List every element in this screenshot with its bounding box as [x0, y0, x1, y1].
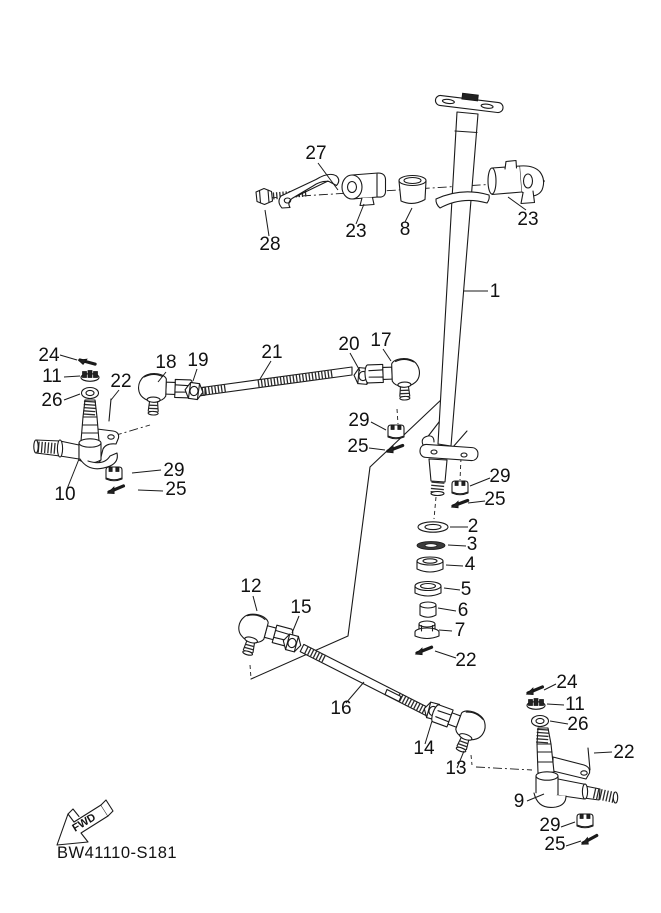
callout-25-a: 25	[347, 436, 369, 457]
leader-6	[438, 608, 456, 611]
washer-26-right	[532, 716, 549, 727]
cotter-pin-24-left	[78, 355, 96, 369]
callout-26-left: 26	[41, 390, 63, 411]
callout-29-a: 29	[348, 410, 370, 431]
seal-5	[415, 582, 441, 597]
callout-19: 19	[187, 350, 209, 371]
callout-29-d: 29	[539, 815, 561, 836]
stem-shaft	[438, 112, 478, 446]
cotter-pin-25-a	[386, 445, 403, 453]
cotter-pin-25-b	[107, 486, 124, 494]
callout-25-c: 25	[484, 489, 506, 510]
stud-13-line	[471, 755, 472, 765]
knuckle-9-kingpin	[537, 728, 554, 773]
callout-2: 2	[467, 516, 479, 537]
leader-25-a	[369, 448, 385, 450]
leader-24-right	[544, 684, 556, 690]
castle-nut-11-left	[81, 371, 99, 382]
callout-24-right: 24	[556, 672, 578, 693]
leader-26-right	[550, 721, 568, 724]
callout-5: 5	[460, 579, 472, 600]
stem-hardware-stack	[415, 522, 448, 656]
castle-nut-29-b	[106, 467, 122, 481]
leader-29-c	[470, 478, 490, 486]
castle-nut-29-d	[577, 814, 593, 828]
stud-bracket-line	[460, 458, 461, 480]
washer-2	[418, 522, 448, 532]
callout-28: 28	[259, 234, 281, 255]
leader-7	[439, 630, 452, 631]
leader-12	[253, 596, 257, 611]
steering-knuckle-right	[534, 728, 618, 807]
callout-16: 16	[330, 698, 352, 719]
leader-11-right	[547, 704, 564, 705]
callout-23-left: 23	[345, 221, 367, 242]
leader-16	[346, 682, 364, 703]
callout-29-c: 29	[489, 466, 511, 487]
callout-20: 20	[338, 334, 360, 355]
knuckle-right-tierod-line	[476, 767, 532, 770]
callout-13: 13	[445, 758, 467, 779]
callout-25-d: 25	[544, 834, 566, 855]
leader-29-d	[561, 822, 575, 827]
callout-18: 18	[155, 352, 177, 373]
lower-tie-rod-assembly	[232, 611, 489, 757]
leader-29-a	[371, 422, 386, 430]
callout-1: 1	[489, 281, 501, 302]
leader-11-left	[64, 376, 80, 377]
callout-9: 9	[513, 791, 525, 812]
callout-17: 17	[370, 330, 392, 351]
tie-rod-16	[300, 644, 430, 715]
clamp-half-23-left	[342, 173, 386, 206]
callout-23-right: 23	[517, 209, 539, 230]
leader-21	[260, 361, 271, 379]
bushing-6	[420, 602, 436, 617]
callout-4: 4	[464, 554, 476, 575]
cotter-pin-25-c	[451, 500, 468, 508]
washer-26-left	[82, 388, 99, 399]
stud-12-line	[250, 665, 251, 678]
cotter-pin-25-d	[581, 835, 599, 845]
callout-8: 8	[399, 219, 411, 240]
castle-nut-29-a	[388, 425, 404, 439]
callout-15: 15	[290, 597, 312, 618]
callout-7: 7	[454, 620, 466, 641]
callout-29-b: 29	[163, 460, 185, 481]
cotter-pin-22-b	[415, 647, 432, 655]
cotter-pin-22-left	[109, 399, 111, 421]
wave-washer-3	[417, 542, 445, 550]
callout-14: 14	[413, 738, 435, 759]
leader-5	[444, 588, 460, 590]
bushing-8	[399, 176, 426, 204]
collar-4	[417, 557, 443, 572]
castle-nut-29-c	[452, 481, 468, 495]
leader-25-b	[138, 490, 163, 491]
stem-top-plate	[435, 90, 504, 113]
callout-3: 3	[466, 534, 478, 555]
stem-stud	[429, 459, 447, 496]
flange-nut-7	[415, 621, 439, 639]
clamp-half-23-right	[488, 161, 544, 204]
fwd-label: FWD	[70, 811, 99, 835]
part-code: BW41110-S181	[57, 844, 178, 862]
callout-22-b: 22	[455, 650, 477, 671]
leader-24-left	[60, 355, 77, 360]
cotter-pin-22-right	[588, 748, 590, 770]
callout-26-right: 26	[567, 714, 589, 735]
callout-22-left: 22	[110, 371, 132, 392]
tie-rod-end-18	[138, 373, 194, 416]
leader-22-b	[435, 651, 456, 658]
tie-rod-end-17	[365, 358, 421, 401]
leader-28	[265, 210, 269, 236]
upper-tie-rod-assembly	[138, 358, 421, 416]
stud-17-line	[397, 409, 398, 424]
fwd-arrow	[57, 800, 113, 845]
stem-stud-line	[434, 497, 436, 519]
callout-11-left: 11	[42, 366, 62, 387]
callout-22-right: 22	[613, 742, 635, 763]
leader-25-d	[566, 841, 581, 846]
callout-27: 27	[305, 143, 327, 164]
knuckle-10-kingpin	[81, 400, 99, 441]
callout-6: 6	[457, 600, 469, 621]
callout-21: 21	[261, 342, 283, 363]
leader-26-left	[64, 394, 80, 400]
knuckle-10-spindle	[34, 440, 79, 459]
cotter-pin-24-right	[526, 687, 543, 695]
leader-4	[446, 565, 463, 566]
leader-15	[292, 616, 299, 633]
callout-10: 10	[54, 484, 76, 505]
leader-25-c	[468, 501, 485, 503]
leader-22-right	[594, 752, 612, 753]
castle-nut-11-right	[527, 699, 545, 710]
callout-11-right: 11	[565, 694, 585, 715]
callout-12: 12	[240, 576, 262, 597]
leader-3	[448, 545, 466, 546]
callout-25-b: 25	[165, 479, 187, 500]
leader-29-b	[132, 470, 161, 473]
handlebar-clamp-group	[256, 161, 544, 209]
callout-24-left: 24	[38, 345, 60, 366]
